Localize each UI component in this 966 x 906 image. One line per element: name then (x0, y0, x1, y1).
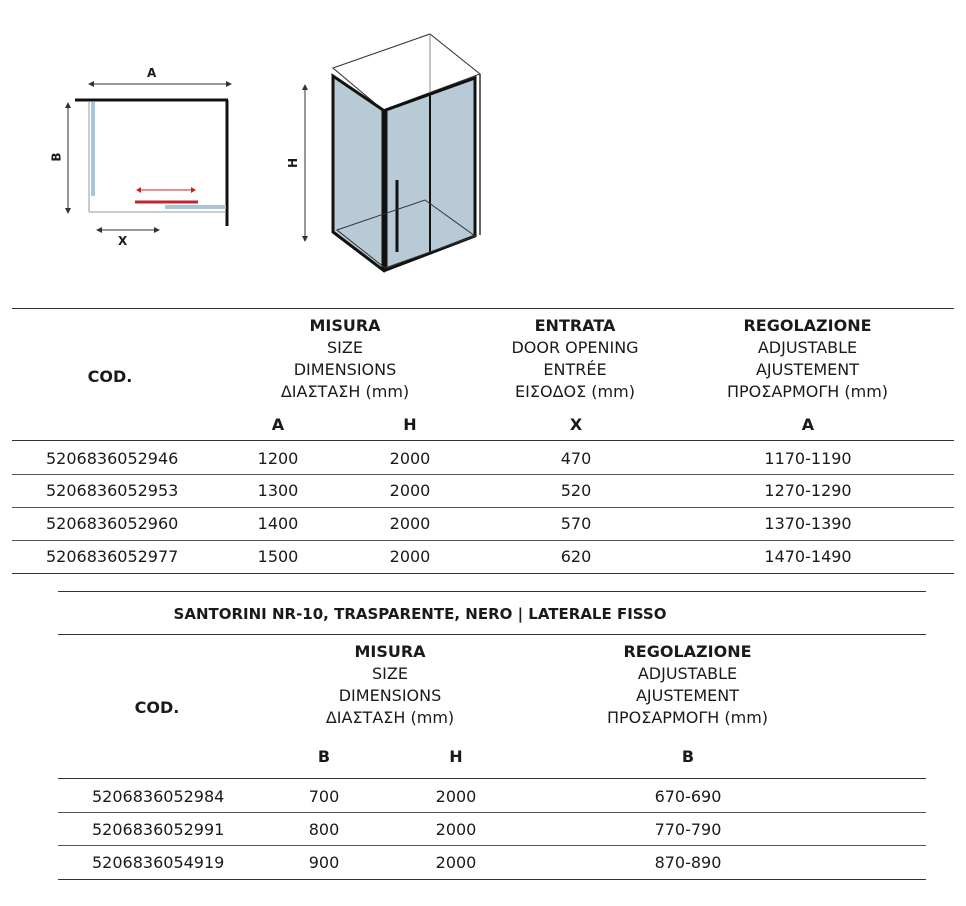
size-h-cell: 2000 (389, 481, 431, 500)
regolazione-line-2: ADJUSTABLE (757, 338, 858, 357)
plan-diagram (40, 60, 250, 260)
misura-line-3: DIMENSIONS (293, 360, 397, 379)
table1-header-rule (12, 440, 954, 441)
regolazione-line-4: ΠΡΟΣΑΡΜΟΓΗ (mm) (606, 708, 769, 727)
table1-regolazione-header (700, 315, 915, 403)
size-b-cell: 700 (308, 787, 340, 806)
table2-top-rule (58, 591, 926, 592)
table1-sub-h: H (403, 415, 417, 434)
adjust-cell: 770-790 (654, 820, 722, 839)
regolazione-line-3: AJUSTEMENT (755, 360, 860, 379)
table2-header-rule (58, 778, 926, 779)
regolazione-line-4: ΠΡΟΣΑΡΜΟΓΗ (mm) (726, 382, 889, 401)
row-rule (12, 474, 954, 475)
table1-cod-header: COD. (87, 367, 133, 386)
cod-cell: 5206836054919 (92, 853, 225, 872)
dimension-label-h: H (286, 157, 301, 169)
cod-cell: 5206836052984 (92, 787, 225, 806)
size-a-cell: 1500 (257, 547, 299, 566)
cod-cell: 5206836052960 (46, 514, 179, 533)
misura-line-2: SIZE (372, 664, 408, 683)
row-rule (12, 507, 954, 508)
misura-title: MISURA (309, 316, 381, 335)
cod-cell: 5206836052953 (46, 481, 179, 500)
table2-regolazione-header (580, 641, 795, 729)
cod-cell: 5206836052946 (46, 449, 179, 468)
adjust-cell: 1270-1290 (764, 481, 852, 500)
regolazione-title: REGOLAZIONE (743, 316, 872, 335)
opening-x-cell: 570 (560, 514, 592, 533)
dimension-label-a: A (147, 66, 157, 80)
opening-x-cell: 520 (560, 481, 592, 500)
misura-line-2: SIZE (327, 338, 363, 357)
regolazione-title: REGOLAZIONE (623, 642, 752, 661)
size-a-cell: 1400 (257, 514, 299, 533)
size-h-cell: 2000 (435, 820, 477, 839)
row-rule (58, 845, 926, 846)
table2-sub-b2: B (681, 747, 695, 766)
table1-sub-a: A (271, 415, 285, 434)
table1-sub-x: X (569, 415, 583, 434)
size-h-cell: 2000 (435, 853, 477, 872)
regolazione-line-3: AJUSTEMENT (635, 686, 740, 705)
table1-sub-a2: A (801, 415, 815, 434)
dimension-label-b: B (49, 152, 64, 162)
adjust-cell: 1170-1190 (764, 449, 852, 468)
table1-top-rule (12, 308, 954, 309)
row-rule (12, 540, 954, 541)
misura-title: MISURA (354, 642, 426, 661)
entrata-title: ENTRATA (534, 316, 616, 335)
misura-line-3: DIMENSIONS (338, 686, 442, 705)
row-rule (58, 812, 926, 813)
size-h-cell: 2000 (389, 449, 431, 468)
cod-cell: 5206836052991 (92, 820, 225, 839)
size-a-cell: 1200 (257, 449, 299, 468)
misura-line-4: ΔΙΑΣΤΑΣΗ (mm) (280, 382, 410, 401)
table2-misura-header (295, 641, 485, 729)
opening-x-cell: 620 (560, 547, 592, 566)
adjust-cell: 1470-1490 (764, 547, 852, 566)
adjust-cell: 1370-1390 (764, 514, 852, 533)
table1-misura-header (250, 315, 440, 403)
table1-bottom-rule (12, 573, 954, 574)
table1-entrata-header (480, 315, 670, 403)
table2-sub-h: H (449, 747, 463, 766)
size-h-cell: 2000 (389, 514, 431, 533)
size-a-cell: 1300 (257, 481, 299, 500)
size-h-cell: 2000 (435, 787, 477, 806)
table2-title-rule (58, 634, 926, 635)
table2-bottom-rule (58, 879, 926, 880)
table2-cod-header: COD. (134, 698, 180, 717)
size-b-cell: 900 (308, 853, 340, 872)
adjust-cell: 870-890 (654, 853, 722, 872)
entrata-line-2: DOOR OPENING (511, 338, 639, 357)
cod-cell: 5206836052977 (46, 547, 179, 566)
shower-perspective-diagram (285, 30, 485, 275)
misura-line-4: ΔΙΑΣΤΑΣΗ (mm) (325, 708, 455, 727)
opening-x-cell: 470 (560, 449, 592, 468)
entrata-line-4: ΕΙΣΟΔΟΣ (mm) (515, 382, 635, 401)
size-b-cell: 800 (308, 820, 340, 839)
size-h-cell: 2000 (389, 547, 431, 566)
dimension-label-x: X (118, 234, 128, 248)
regolazione-line-2: ADJUSTABLE (637, 664, 738, 683)
table2-title: SANTORINI NR-10, TRASPARENTE, NERO | LATERALE FISSO (173, 605, 667, 623)
adjust-cell: 670-690 (654, 787, 722, 806)
table2-sub-b: B (317, 747, 331, 766)
entrata-line-3: ENTRÉE (543, 360, 607, 379)
